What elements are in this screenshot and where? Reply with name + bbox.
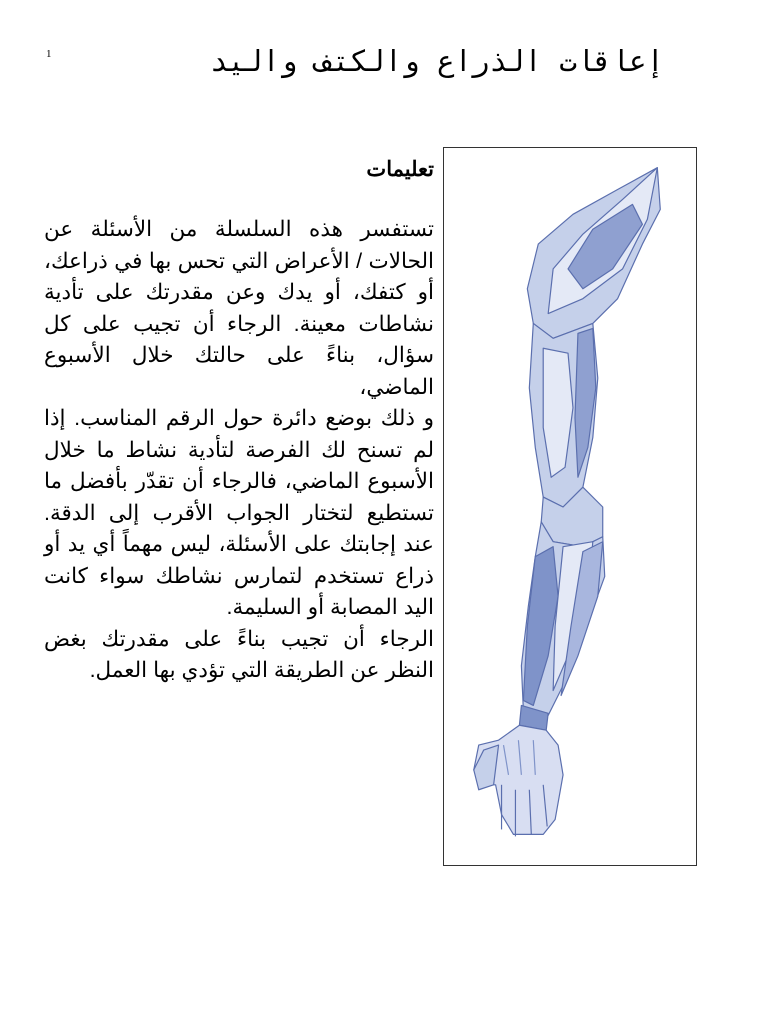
instructions-heading: تعليمات xyxy=(366,158,434,181)
page-title: إعاقات الذراع والكتف واليد xyxy=(210,44,664,78)
instructions-paragraph: و ذلك بوضع دائرة حول الرقم المناسب. إذا لم تسنح لك الفرصة لتأدية نشاط ما خلال الأسبوع الماضي، فالرجاء أن تقدّر بأفضل ما تستطيع لتختار الجواب الأقرب إلى الدقة. عند إجابتك على الأسئلة، ليس مهماً أي يد أو ذراع تستخدم لتمارس نشاطك سواء كانت اليد المصابة أو السليمة. xyxy=(44,406,434,619)
instructions-body xyxy=(44,214,434,687)
instructions-paragraph: تستفسر هذه السلسلة من الأسئلة عن الحالات / الأعراض التي تحس بها في ذراعك، أو كتفك، أو يدك وعن مقدرتك على تأدية نشاطات معينة. الرجاء أن تجيب على كل سؤال، بناءً على حالتك خلال الأسبوع الماضي، xyxy=(44,217,434,399)
arm-anatomy-icon xyxy=(444,148,696,865)
figure-frame xyxy=(443,147,697,866)
instructions-section xyxy=(44,156,434,687)
instructions-paragraph: الرجاء أن تجيب بناءً على مقدرتك بغض النظر عن الطريقة التي تؤدي بها العمل. xyxy=(44,626,434,682)
page-number: 1 xyxy=(46,48,52,60)
